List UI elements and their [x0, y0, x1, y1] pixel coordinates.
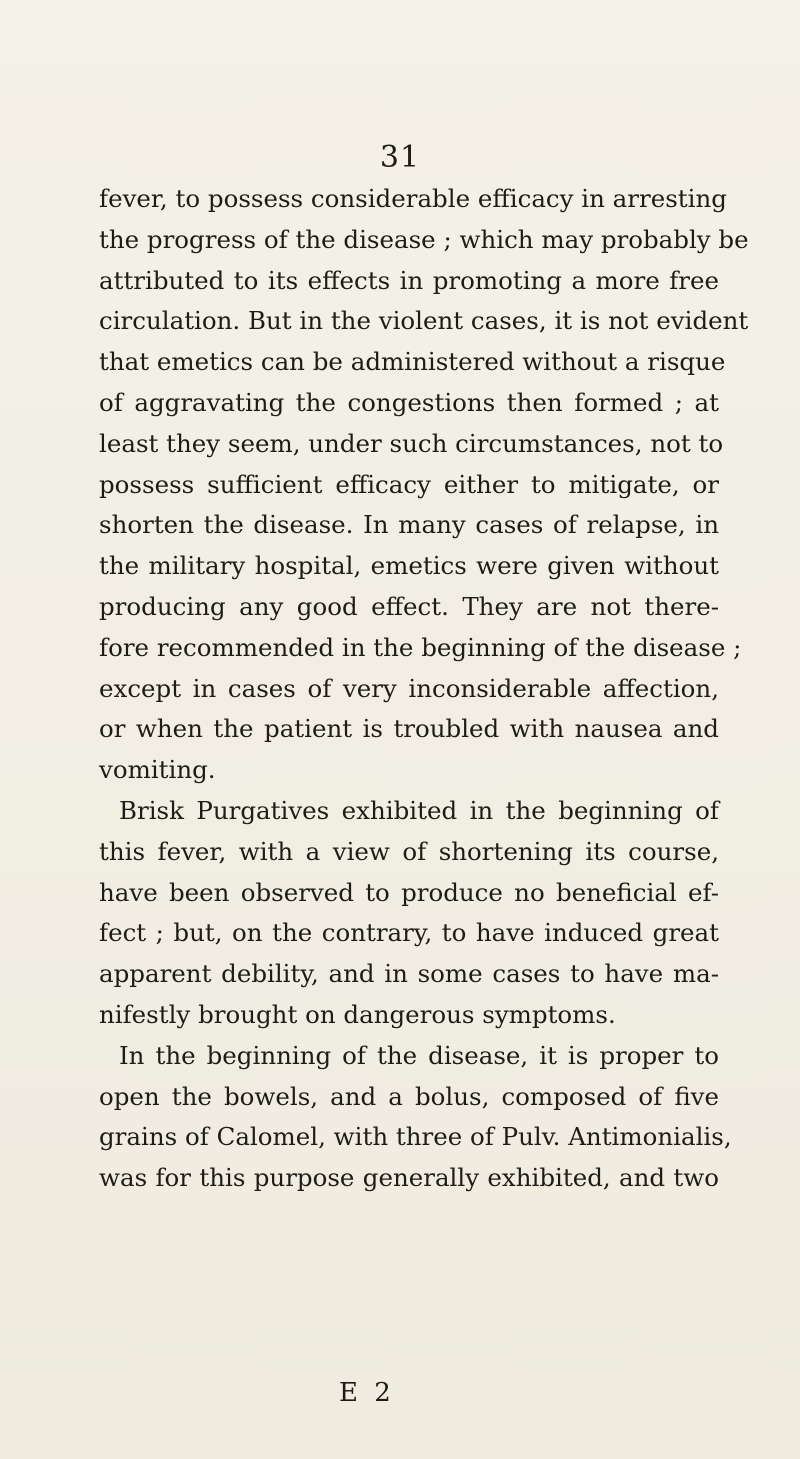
- text-line: this fever, with a view of shortening its course,: [99, 836, 719, 866]
- text-line: shorten the disease. In many cases of relapse, in: [99, 510, 719, 540]
- text-line: grains of Calomel, with three of Pulv. Antimonialis,: [99, 1122, 732, 1152]
- text-line: nifestly brought on dangerous symptoms.: [99, 999, 616, 1029]
- text-line: possess sufficient efficacy either to mitigate, or: [99, 469, 719, 499]
- body-text: [99, 179, 749, 1199]
- text-line: fever, to possess considerable efficacy in arresting: [99, 184, 727, 213]
- signature-mark: E 2: [339, 1378, 395, 1408]
- text-line: fect ; but, on the contrary, to have induced great: [99, 918, 719, 948]
- page-number: 31: [379, 140, 421, 175]
- text-line: fore recommended in the beginning of the disease ;: [99, 632, 742, 662]
- text-line: In the beginning of the disease, it is proper to: [119, 1040, 719, 1070]
- text-line: the military hospital, emetics were given without: [99, 551, 719, 581]
- text-line: the progress of the disease ; which may probably be: [99, 224, 749, 254]
- text-line: Brisk Purgatives exhibited in the beginning of: [119, 795, 719, 825]
- text-line: apparent debility, and in some cases to have ma-: [99, 959, 719, 989]
- text-line: was for this purpose generally exhibited, and two: [99, 1163, 719, 1193]
- text-line: have been observed to produce no beneficial ef-: [99, 877, 719, 907]
- text-line: that emetics can be administered without a risque: [99, 347, 726, 377]
- text-line: or when the patient is troubled with nausea and: [99, 714, 719, 744]
- text-line: producing any good effect. They are not there-: [99, 591, 719, 621]
- text-line: except in cases of very inconsiderable affection,: [99, 673, 719, 703]
- text-line: of aggravating the congestions then formed ; at: [99, 387, 719, 417]
- text-line: open the bowels, and a bolus, composed of five: [99, 1081, 719, 1111]
- text-line: least they seem, under such circumstances, not to: [99, 428, 724, 458]
- text-line: circulation. But in the violent cases, it is not evident: [99, 306, 749, 336]
- text-line: attributed to its effects in promoting a more free: [99, 265, 719, 295]
- text-line: vomiting.: [99, 755, 216, 785]
